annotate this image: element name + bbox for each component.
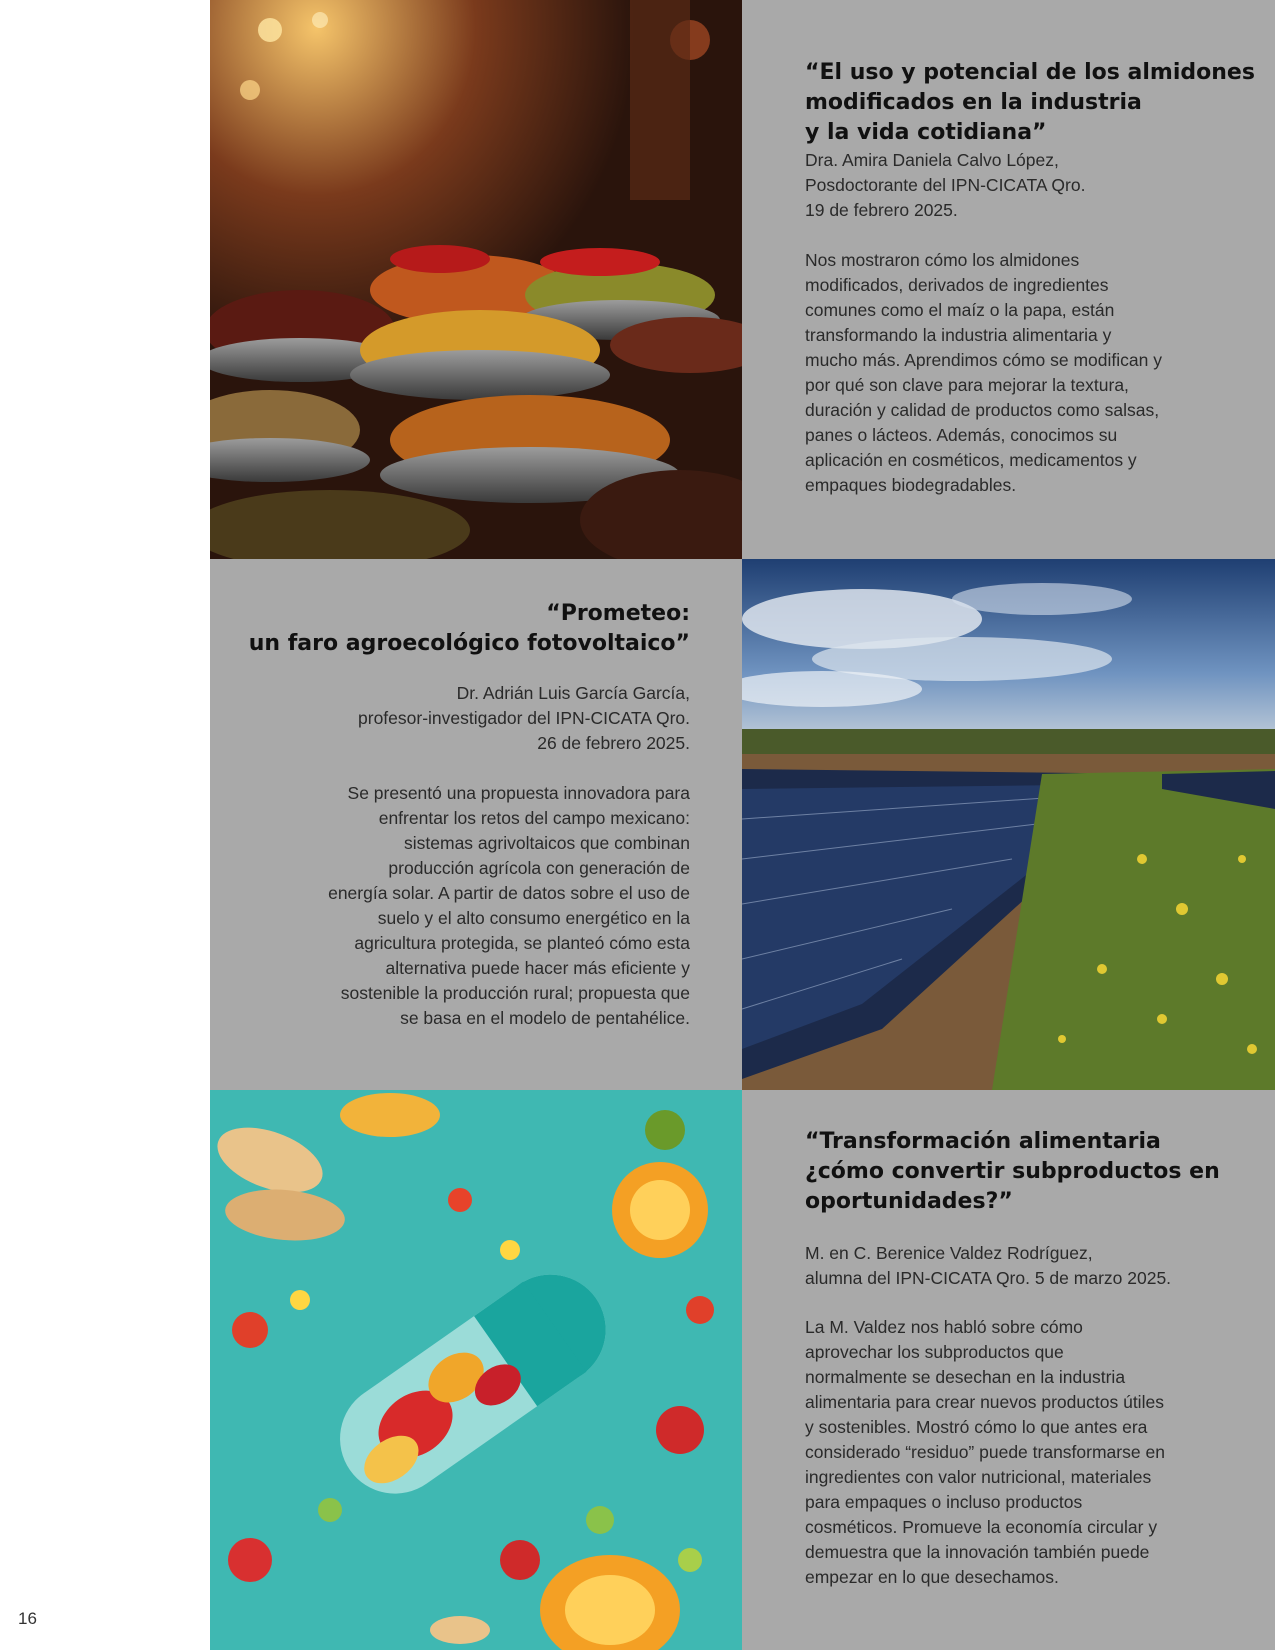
section-2-title: “Prometeo: un faro agroecológico fotovoltaico” — [248, 601, 690, 656]
section-2-body: Se presentó una propuesta innovadora para enfrentar los retos del campo mexicano: sistemas agrivoltaicos que combinan producción agrícola con generación de energía solar. A partir de datos sobre el uso de suelo y el alto consumo energético en la agricultura protegida, se planteó cómo esta alternativa puede hacer más eficiente y sostenible la producción rural; propuesta que se basa en el modelo de pentahélice. — [328, 783, 690, 1028]
section-3-author: M. en C. Berenice Valdez Rodríguez, alumna del IPN-CICATA Qro. 5 de marzo 2025. — [805, 1243, 1172, 1288]
section-2-panel — [210, 559, 742, 1090]
section-3-title: “Transformación alimentaria ¿cómo convertir subproductos en oportunidades?” — [805, 1129, 1220, 1214]
section-2-author: Dr. Adrián Luis García García, profesor-investigador del IPN-CICATA Qro. 26 de febrero 2025. — [358, 683, 690, 753]
section-3-body: La M. Valdez nos habló sobre cómo aprovechar los subproductos que normalmente se desechan en la industria alimentaria para crear nuevos productos útiles y sostenibles. Mostró cómo lo que antes era considerado “residuo” puede transformarse en ingredientes con valor nutricional, materiales para empaques o incluso productos cosméticos. Promueve la economía circular y demuestra que la innovación también puede empezar en lo que desechamos. — [805, 1317, 1165, 1587]
spices-market-image — [210, 0, 742, 559]
page-number: 16 — [18, 1609, 37, 1628]
section-1-author: Dra. Amira Daniela Calvo López, Posdoctorante del IPN-CICATA Qro. 19 de febrero 2025. — [805, 150, 1086, 220]
section-3-panel — [742, 1090, 1275, 1650]
fruit-capsule-image — [210, 1090, 742, 1650]
solar-panels-image — [742, 559, 1275, 1090]
section-1-panel — [742, 0, 1275, 559]
section-1-title: “El uso y potencial de los almidones modificados en la industria y la vida cotidiana” — [805, 60, 1255, 145]
section-1-body: Nos mostraron cómo los almidones modificados, derivados de ingredientes comunes como el maíz o la papa, están transformando la industria alimentaria y mucho más. Aprendimos cómo se modifican y por qué son clave para mejorar la textura, duración y calidad de productos como salsas, panes o lácteos. Además, conocimos su aplicación en cosméticos, medicamentos y empaques biodegradables. — [805, 250, 1162, 495]
